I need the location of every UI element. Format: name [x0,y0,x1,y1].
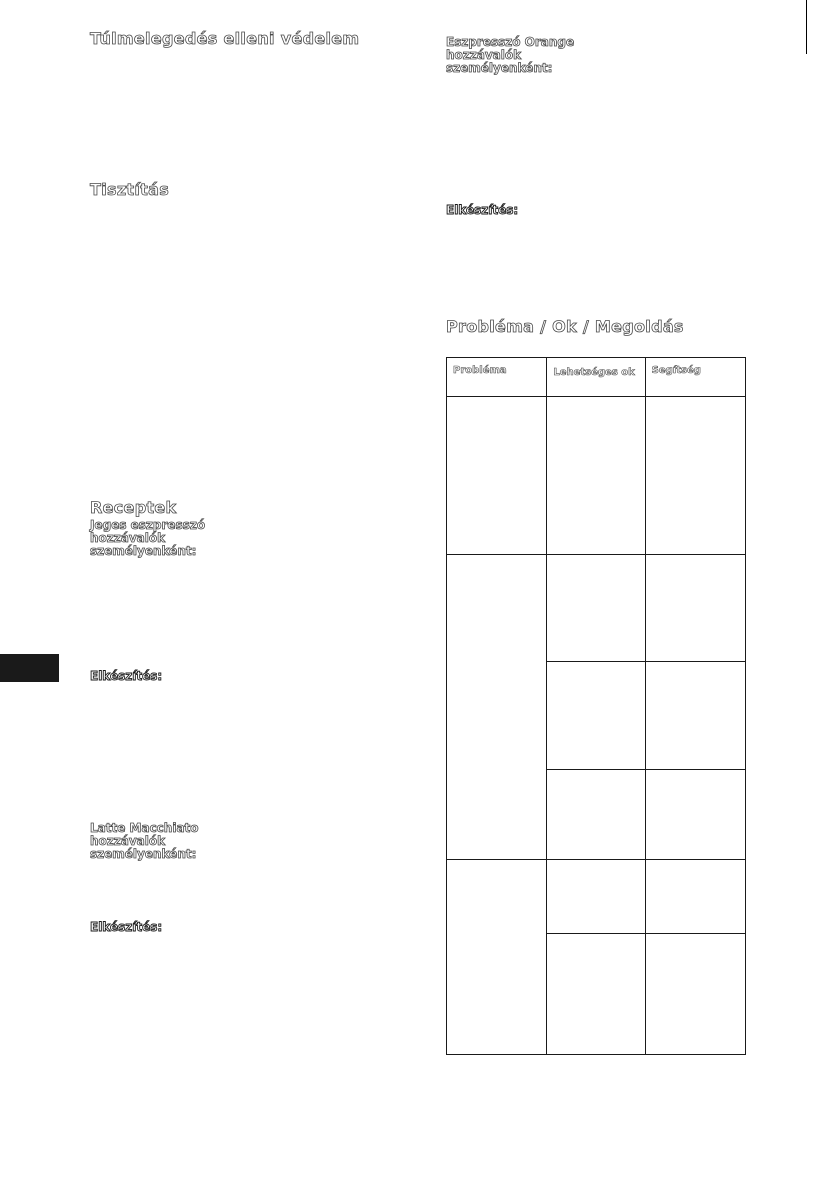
espresso-orange-per-person: személyenként: [446,61,553,75]
table-cell [547,934,645,1055]
overheat-heading: Túlmelegedés elleni védelem [90,29,360,48]
latte-title: Latte Macchiato [90,821,199,835]
recipes-heading: Receptek [90,498,177,517]
espresso-orange-title: Eszpresszó Orange [446,35,575,49]
latte-prep: Elkészítés: [90,920,163,934]
table-cell [447,397,547,555]
table-cell [547,397,645,555]
latte-per-person: személyenként: [90,847,197,861]
table-header-row [447,358,746,397]
latte-ingredients [90,822,199,861]
table-row [447,860,746,934]
header-possible-cause: Lehetséges ok [547,358,645,397]
iced-espresso-per-person: személyenként: [90,544,197,558]
troubleshooting-heading: Probléma / Ok / Megoldás [446,317,684,336]
table-cell [547,555,645,662]
iced-espresso-title: Jeges eszpresszó [90,518,206,532]
troubleshooting-table [446,357,746,1055]
table-cell [645,934,745,1055]
table-cell [447,860,547,1055]
header-problem: Probléma [447,358,547,397]
iced-espresso-prep: Elkészítés: [90,669,163,683]
espresso-orange-ingredients [446,36,574,75]
crop-mark-line [806,0,807,54]
latte-subtitle: hozzávalók [90,834,166,848]
cleaning-heading: Tisztítás [90,180,170,199]
iced-espresso-ingredients [90,519,205,558]
table-cell [645,770,745,860]
espresso-orange-subtitle: hozzávalók [446,48,522,62]
language-side-tab [0,654,59,682]
table-cell [547,770,645,860]
espresso-orange-prep: Elkészítés: [446,203,519,217]
table-cell [547,860,645,934]
table-row [447,555,746,662]
table-cell [645,397,745,555]
header-help: Segítség [645,358,745,397]
iced-espresso-subtitle: hozzávalók [90,531,166,545]
table-cell [547,662,645,770]
table-row [447,397,746,555]
table-cell [645,860,745,934]
table-cell [645,662,745,770]
table-cell [645,555,745,662]
table-cell [447,555,547,860]
